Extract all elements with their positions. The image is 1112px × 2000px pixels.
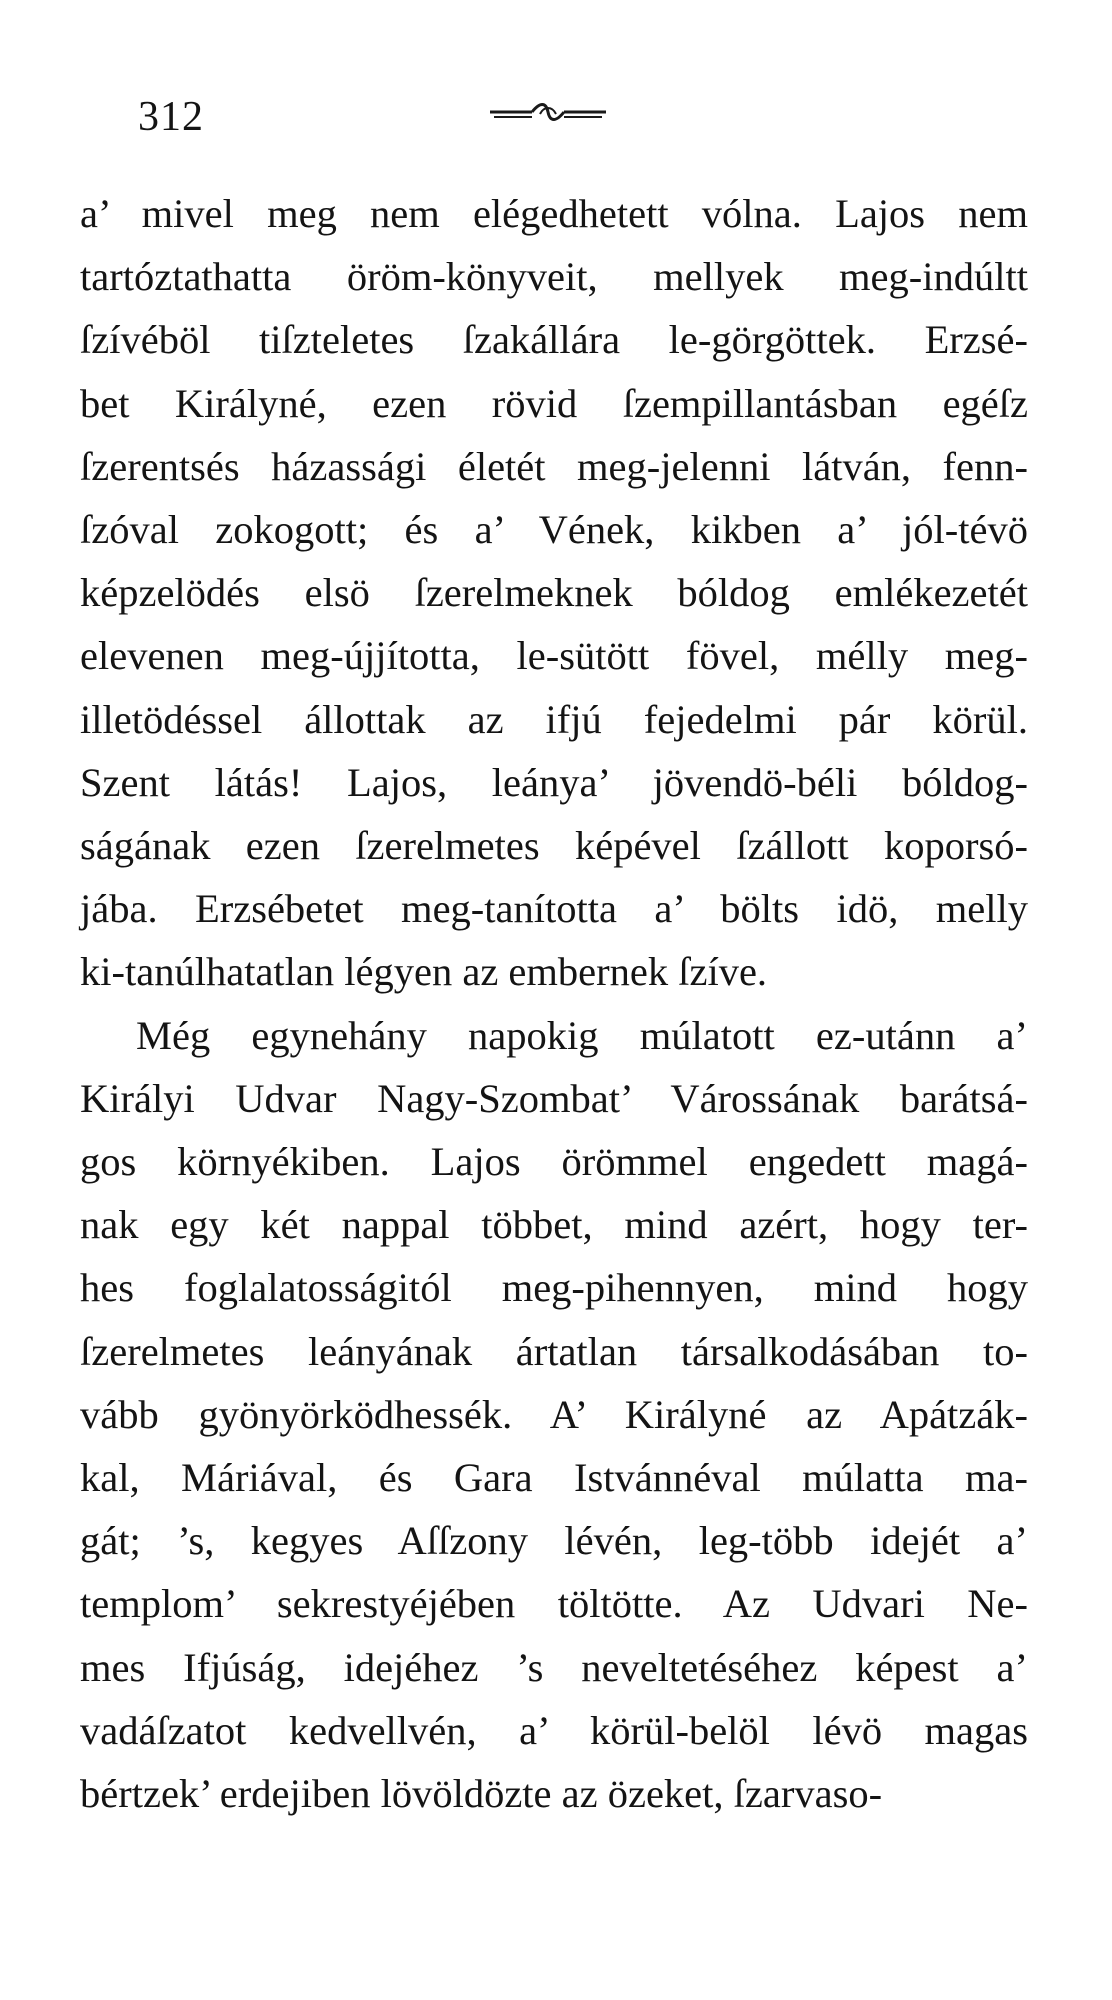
text-line: vább gyönyörködhessék. A’ Királyné az Apátzák- xyxy=(80,1391,1028,1437)
text-line: hes foglalatosságitól meg-pihennyen, mind hogy xyxy=(80,1265,1028,1311)
text-line: gát; ’s, kegyes Aſſzony lévén, leg-több idejét a’ xyxy=(80,1518,1028,1564)
text-line: képzelödés elsö ſzerelmeknek bóldog emlékezetét xyxy=(80,570,1028,616)
decorative-rule-ornament-icon xyxy=(488,100,608,124)
text-line: ki-tanúlhatatlan légyen az embernek ſzíve. xyxy=(80,949,768,995)
text-line: mes Ifjúság, idejéhez ’s neveltetéséhez képest a’ xyxy=(80,1644,1028,1690)
text-line: tartóztathatta öröm-könyveit, mellyek meg-indúltt xyxy=(80,254,1028,300)
text-line: illetödéssel állottak az ifjú fejedelmi pár körül. xyxy=(80,696,1028,742)
text-line: ſzerentsés házassági életét meg-jelenni látván, fenn- xyxy=(80,443,1028,489)
page-number: 312 xyxy=(138,94,204,140)
text-line: vadáſzatot kedvellvén, a’ körül-belöl lévö magas xyxy=(80,1707,1028,1753)
text-line: gos környékiben. Lajos örömmel engedett magá- xyxy=(80,1139,1028,1185)
text-line: bértzek’ erdejiben lövöldözte az özeket, ſzarvaso- xyxy=(80,1771,883,1817)
body-text xyxy=(80,182,1028,1825)
paragraph xyxy=(80,1004,1028,1826)
text-line: elevenen meg-újjította, le-sütött fövel, mélly meg- xyxy=(80,633,1028,679)
paragraph xyxy=(80,182,1028,1004)
text-line: templom’ sekrestyéjében töltötte. Az Udvari Ne- xyxy=(80,1581,1028,1627)
text-line: Szent látás! Lajos, leánya’ jövendö-béli bóldog- xyxy=(80,759,1028,805)
text-line: bet Királyné, ezen rövid ſzempillantásban egéſz xyxy=(80,380,1028,426)
text-line: Még egynehány napokig múlatott ez-utánn a’ xyxy=(136,1012,1028,1058)
text-line: a’ mivel meg nem elégedhetett vólna. Lajos nem xyxy=(80,191,1028,236)
text-line: ſzerelmetes leányának ártatlan társalkodásában to- xyxy=(80,1328,1028,1374)
text-line: kal, Máriával, és Gara Istvánnéval múlatta ma- xyxy=(80,1455,1028,1501)
text-line: ſzívéböl tiſzteletes ſzakállára le-görgöttek. Erzsé- xyxy=(80,317,1028,363)
text-line: nak egy két nappal többet, mind azért, hogy ter- xyxy=(80,1202,1028,1248)
text-line: ſzóval zokogott; és a’ Vének, kikben a’ jól-tévö xyxy=(80,507,1028,553)
text-line: Királyi Udvar Nagy-Szombat’ Várossának barátsá- xyxy=(80,1075,1028,1121)
text-line: jába. Erzsébetet meg-tanította a’ bölts idö, melly xyxy=(80,886,1028,932)
text-line: ságának ezen ſzerelmetes képével ſzállott koporsó- xyxy=(80,823,1028,869)
